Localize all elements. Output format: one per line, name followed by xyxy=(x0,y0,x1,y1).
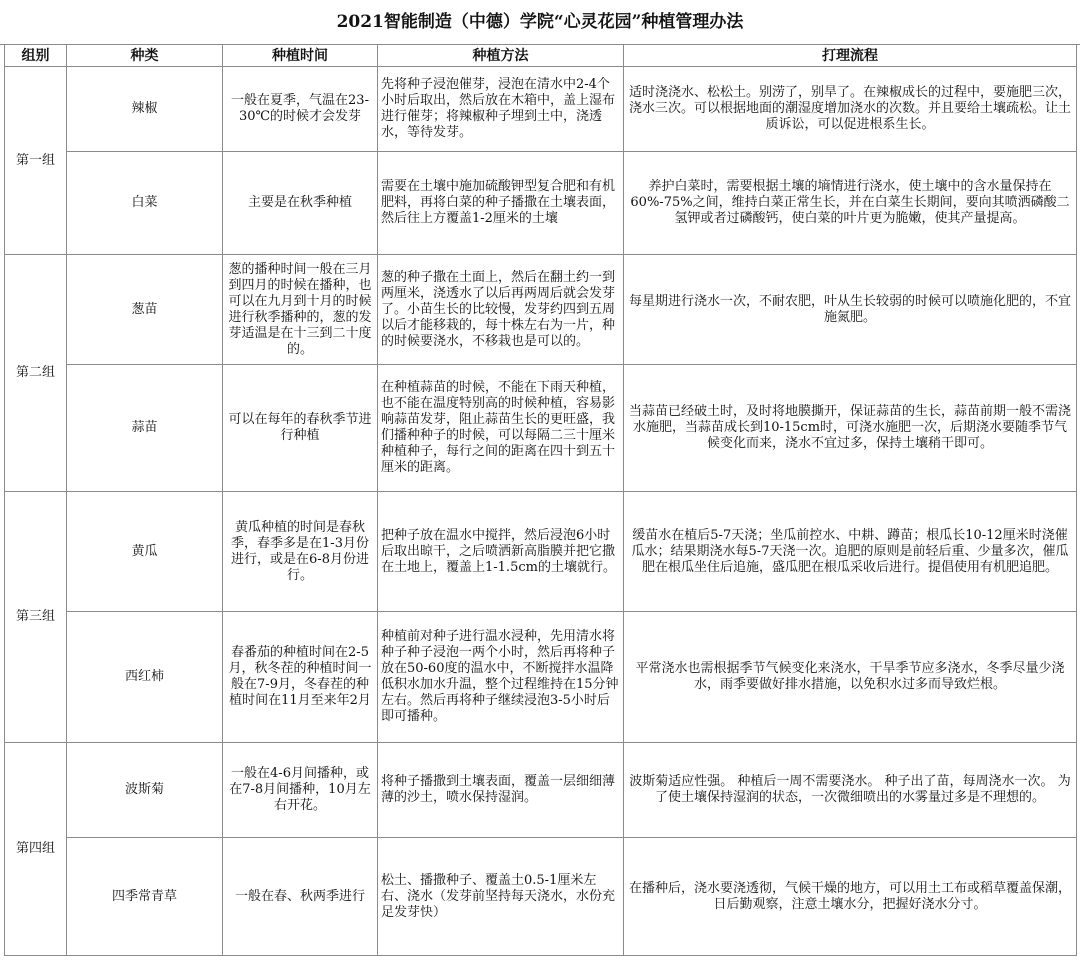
header-group[interactable]: 组别 xyxy=(5,45,67,67)
table-row xyxy=(5,612,1077,743)
kind-cell[interactable]: 蒜苗 xyxy=(67,365,223,492)
care-cell[interactable]: 每星期进行浇水一次，不耐农肥，叶从生长较弱的时候可以喷施化肥的，不宜施氮肥。 xyxy=(624,255,1077,365)
kind-cell[interactable]: 波斯菊 xyxy=(67,743,223,838)
kind-cell[interactable]: 黄瓜 xyxy=(67,492,223,612)
table-row xyxy=(5,492,1077,612)
planting-table xyxy=(4,44,1077,956)
method-cell[interactable]: 在种植蒜苗的时候，不能在下雨天种植，也不能在温度特别高的时候种植，容易影响蒜苗发芽，阻止蒜苗生长的更旺盛，我们播种种子的时候，可以每隔二三十厘米种植种子，每行之间的距离在四十到五十厘米的距离。 xyxy=(378,365,624,492)
care-cell[interactable]: 适时浇浇水、松松土。别涝了，别旱了。在辣椒成长的过程中，要施肥三次，浇水三次。可以根据地面的潮湿度增加浇水的次数。并且要给土壤疏松。让土质诉讼，可以促进根系生长。 xyxy=(624,67,1077,152)
group-cell[interactable]: 第四组 xyxy=(5,743,67,956)
time-cell[interactable]: 葱的播种时间一般在三月到四月的时候在播种，也可以在九月到十月的时候进行秋季播种的，葱的发芽适温是在十三到二十度的。 xyxy=(223,255,378,365)
kind-cell[interactable]: 白菜 xyxy=(67,152,223,255)
header-row xyxy=(5,45,1077,67)
table-row xyxy=(5,743,1077,838)
time-cell[interactable]: 主要是在秋季种植 xyxy=(223,152,378,255)
kind-cell[interactable]: 四季常青草 xyxy=(67,838,223,956)
method-cell[interactable]: 葱的种子撒在土面上，然后在翻土约一到两厘米，浇透水了以后再两周后就会发芽了。小苗生长的比较慢，发芽约四到五周以后才能移栽的，每十株左右为一片，种的时候要浇水，不移栽也是可以的。 xyxy=(378,255,624,365)
method-cell[interactable]: 把种子放在温水中搅拌，然后浸泡6小时后取出晾干，之后喷洒新高脂膜并把它撒在土地上，覆盖上1-1.5cm的土壤就行。 xyxy=(378,492,624,612)
care-cell[interactable]: 平常浇水也需根据季节气候变化来浇水，干旱季节应多浇水，冬季尽量少浇水，雨季要做好排水措施，以免积水过多而导致烂根。 xyxy=(624,612,1077,743)
care-cell[interactable]: 波斯菊适应性强。 种植后一周不需要浇水。 种子出了苗，每周浇水一次。 为了使土壤保持湿润的状态，一次微细喷出的水雾量过多是不理想的。 xyxy=(624,743,1077,838)
time-cell[interactable]: 黄瓜种植的时间是春秋季，春季多是在1-3月份进行，或是在6-8月份进行。 xyxy=(223,492,378,612)
group-cell[interactable]: 第一组 xyxy=(5,67,67,255)
table-row xyxy=(5,838,1077,956)
time-cell[interactable]: 春番茄的种植时间在2-5月，秋冬茬的种植时间一般在7-9月，冬春茬的种植时间在11月至来年2月 xyxy=(223,612,378,743)
sheet-title: 2021智能制造（中德）学院“心灵花园”种植管理办法 xyxy=(0,0,1080,45)
header-time[interactable]: 种植时间 xyxy=(223,45,378,67)
table-row xyxy=(5,365,1077,492)
time-cell[interactable]: 一般在春、秋两季进行 xyxy=(223,838,378,956)
method-cell[interactable]: 需要在土壤中施加硫酸钾型复合肥和有机肥料，再将白菜的种子播撒在土壤表面，然后往上方覆盖1-2厘米的土壤 xyxy=(378,152,624,255)
kind-cell[interactable]: 西红柿 xyxy=(67,612,223,743)
table-row xyxy=(5,152,1077,255)
group-cell[interactable]: 第三组 xyxy=(5,492,67,743)
header-care[interactable]: 打理流程 xyxy=(624,45,1077,67)
method-cell[interactable]: 先将种子浸泡催芽，浸泡在清水中2-4个小时后取出，然后放在木箱中，盖上湿布进行催芽；将辣椒种子埋到土中，浇透水，等待发芽。 xyxy=(378,67,624,152)
care-cell[interactable]: 在播种后，浇水要浇透彻，气候干燥的地方，可以用土工布或稻草覆盖保潮，日后勤观察，注意土壤水分，把握好浇水分寸。 xyxy=(624,838,1077,956)
table-row xyxy=(5,67,1077,152)
care-cell[interactable]: 当蒜苗已经破土时，及时将地膜撕开，保证蒜苗的生长，蒜苗前期一般不需浇水施肥，当蒜苗成长到10-15cm时，可浇水施肥一次，后期浇水要随季节气候变化而来，浇水不宜过多，保持土壤稍干即可。 xyxy=(624,365,1077,492)
table-row xyxy=(5,255,1077,365)
method-cell[interactable]: 将种子播撒到土壤表面，覆盖一层细细薄薄的沙土，喷水保持湿润。 xyxy=(378,743,624,838)
method-cell[interactable]: 松土、播撒种子、覆盖土0.5-1厘米左右、浇水（发芽前坚持每天浇水，水份充足发芽快） xyxy=(378,838,624,956)
header-method[interactable]: 种植方法 xyxy=(378,45,624,67)
time-cell[interactable]: 一般在4-6月间播种，或在7-8月间播种，10月左右开花。 xyxy=(223,743,378,838)
group-cell[interactable]: 第二组 xyxy=(5,255,67,492)
method-cell[interactable]: 种植前对种子进行温水浸种，先用清水将种子种子浸泡一两个小时，然后再将种子放在50-60度的温水中，不断搅拌水温降低积水加水升温，整个过程维持在15分钟左右。然后再将种子继续浸泡3-5小时后即可播种。 xyxy=(378,612,624,743)
time-cell[interactable]: 一般在夏季，气温在23-30℃的时候才会发芽 xyxy=(223,67,378,152)
kind-cell[interactable]: 辣椒 xyxy=(67,67,223,152)
care-cell[interactable]: 养护白菜时，需要根据土壤的墒情进行浇水，使土壤中的含水量保持在60%-75%之间，维持白菜正常生长，并在白菜生长期间，要向其喷洒磷酸二氢钾或者过磷酸钙，使白菜的叶片更为脆嫩，使其产量提高。 xyxy=(624,152,1077,255)
kind-cell[interactable]: 葱苗 xyxy=(67,255,223,365)
time-cell[interactable]: 可以在每年的春秋季节进行种植 xyxy=(223,365,378,492)
care-cell[interactable]: 缓苗水在植后5-7天浇；坐瓜前控水、中耕、蹲苗；根瓜长10-12厘米时浇催瓜水；结果期浇水每5-7天浇一次。追肥的原则是前轻后重、少量多次，催瓜肥在根瓜坐住后追施，盛瓜肥在根瓜采收后进行。提倡使用有机肥追肥。 xyxy=(624,492,1077,612)
header-kind[interactable]: 种类 xyxy=(67,45,223,67)
